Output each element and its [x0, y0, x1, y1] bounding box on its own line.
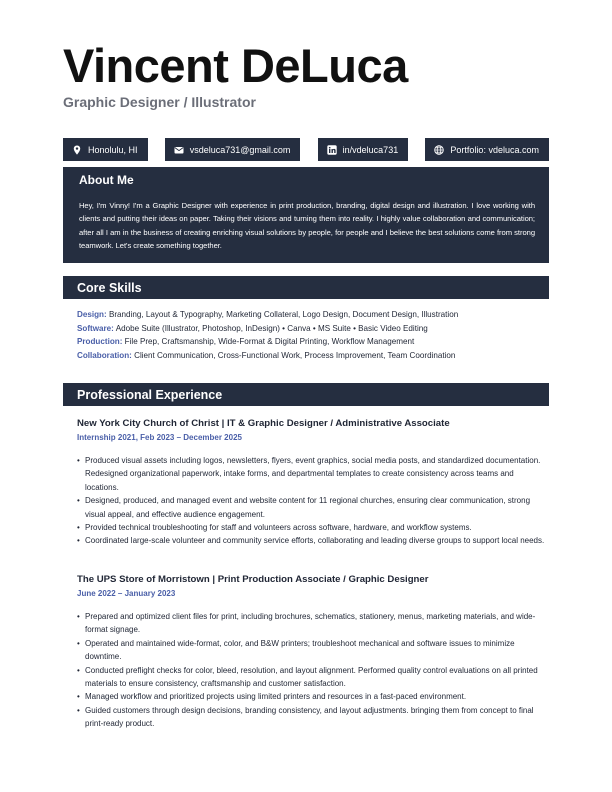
- job-bullet: • Operated and maintained wide-format, color, and B&W printers; troubleshoot mechanical and software issues to minimize downtime.: [77, 637, 547, 664]
- skill-text: Branding, Layout & Typography, Marketing Collateral, Logo Design, Document Design, Illustration: [108, 310, 459, 319]
- skill-text: Adobe Suite (Illustrator, Photoshop, InDesign) • Canva • MS Suite • Basic Video Editing: [115, 323, 428, 333]
- job-bullet: • Designed, produced, and managed event and website content for 11 regional churches, ensuring clear communication, strong visual appeal, and effective audience engagement.: [77, 494, 547, 521]
- envelope-icon: [174, 145, 184, 155]
- contact-bar: [63, 138, 549, 161]
- skill-label: Software:: [77, 323, 114, 333]
- contact-email-text: vsdeluca731@gmail.com: [189, 144, 291, 155]
- contact-email[interactable]: [165, 138, 301, 161]
- skill-label: Collaboration:: [77, 350, 132, 360]
- job-bullet: • Provided technical troubleshooting for staff and volunteers across software, hardware, and workflow systems.: [77, 521, 547, 534]
- job-title: New York City Church of Christ | IT & Graphic Designer / Administrative Associate: [77, 418, 450, 429]
- resume-header: [63, 40, 408, 110]
- skill-text: File Prep, Craftsmanship, Wide-Format & Digital Printing, Workflow Management: [124, 337, 415, 347]
- job-entry: [77, 574, 547, 731]
- experience-heading: Professional Experience: [63, 383, 549, 406]
- job-bullet: • Conducted preflight checks for color, bleed, resolution, and layout alignment. Performed quality control evaluations on all printed materials to ensure consistency, craftsmanship and customer satisfaction.: [77, 664, 547, 691]
- skill-row: [77, 322, 547, 336]
- contact-portfolio[interactable]: [425, 138, 549, 161]
- skill-label: Design:: [77, 310, 107, 319]
- about-section: [63, 167, 549, 263]
- linkedin-icon: [327, 145, 337, 155]
- about-text: Hey, I'm Vinny! I'm a Graphic Designer with experience in print production, branding, digital design and illustration. I love working with clients and putting their ideas on paper. Taking their visions and turning them into reality. I highly value collaboration and communication; after all I am in the business of creating enriching visual solutions by people, for people and I believe the best solutions come from strong teamwork. Let's create something together.: [79, 201, 535, 250]
- job-bullet: • Prepared and optimized client files for print, including brochures, schematics, stationery, menus, marketing materials, and wide-format signage.: [77, 610, 547, 637]
- job-bullet: • Guided customers through design decisions, branding consistency, and layout adjustments. bringing them from concept to final print-ready product.: [77, 704, 547, 731]
- contact-location-text: Honolulu, HI: [88, 144, 138, 155]
- job-bullet: • Coordinated large-scale volunteer and community service efforts, collaborating and leading diverse groups to support local needs.: [77, 534, 547, 547]
- contact-portfolio-text: Portfolio: vdeluca.com: [450, 144, 539, 155]
- skill-row: [77, 349, 547, 363]
- job-bullet: • Managed workflow and prioritized projects using limited printers and resources in a fast-paced environment.: [77, 690, 547, 703]
- job-title-subheading: Graphic Designer / Illustrator: [63, 94, 256, 110]
- about-heading: About Me: [79, 173, 134, 187]
- job-title: The UPS Store of Morristown | Print Production Associate / Graphic Designer: [77, 574, 429, 585]
- contact-location: [63, 138, 148, 161]
- location-pin-icon: [72, 145, 82, 155]
- skill-text: Client Communication, Cross-Functional Work, Process Improvement, Team Coordination: [134, 350, 456, 360]
- job-bullet: • Produced visual assets including logos, newsletters, flyers, event graphics, social media posts, and standardized documentation. Redesigned organizational paperwork, intake forms, and departmental templates to create consistency across teams and locations.: [77, 454, 547, 494]
- job-entry: [77, 418, 547, 548]
- skill-label: Production:: [77, 337, 123, 347]
- skill-row: [77, 308, 547, 322]
- globe-icon: [434, 145, 444, 155]
- name-heading: Vincent DeLuca: [63, 39, 408, 92]
- skills-heading: Core Skills: [63, 276, 549, 299]
- contact-linkedin[interactable]: [318, 138, 409, 161]
- skill-row: [77, 335, 547, 349]
- job-bullets: [77, 454, 547, 548]
- skills-list: [77, 308, 547, 362]
- contact-linkedin-text: in/vdeluca731: [342, 144, 399, 155]
- job-dates: Internship 2021, Feb 2023 – December 2025: [77, 433, 242, 442]
- job-bullets: [77, 610, 547, 731]
- job-dates: June 2022 – January 2023: [77, 589, 176, 598]
